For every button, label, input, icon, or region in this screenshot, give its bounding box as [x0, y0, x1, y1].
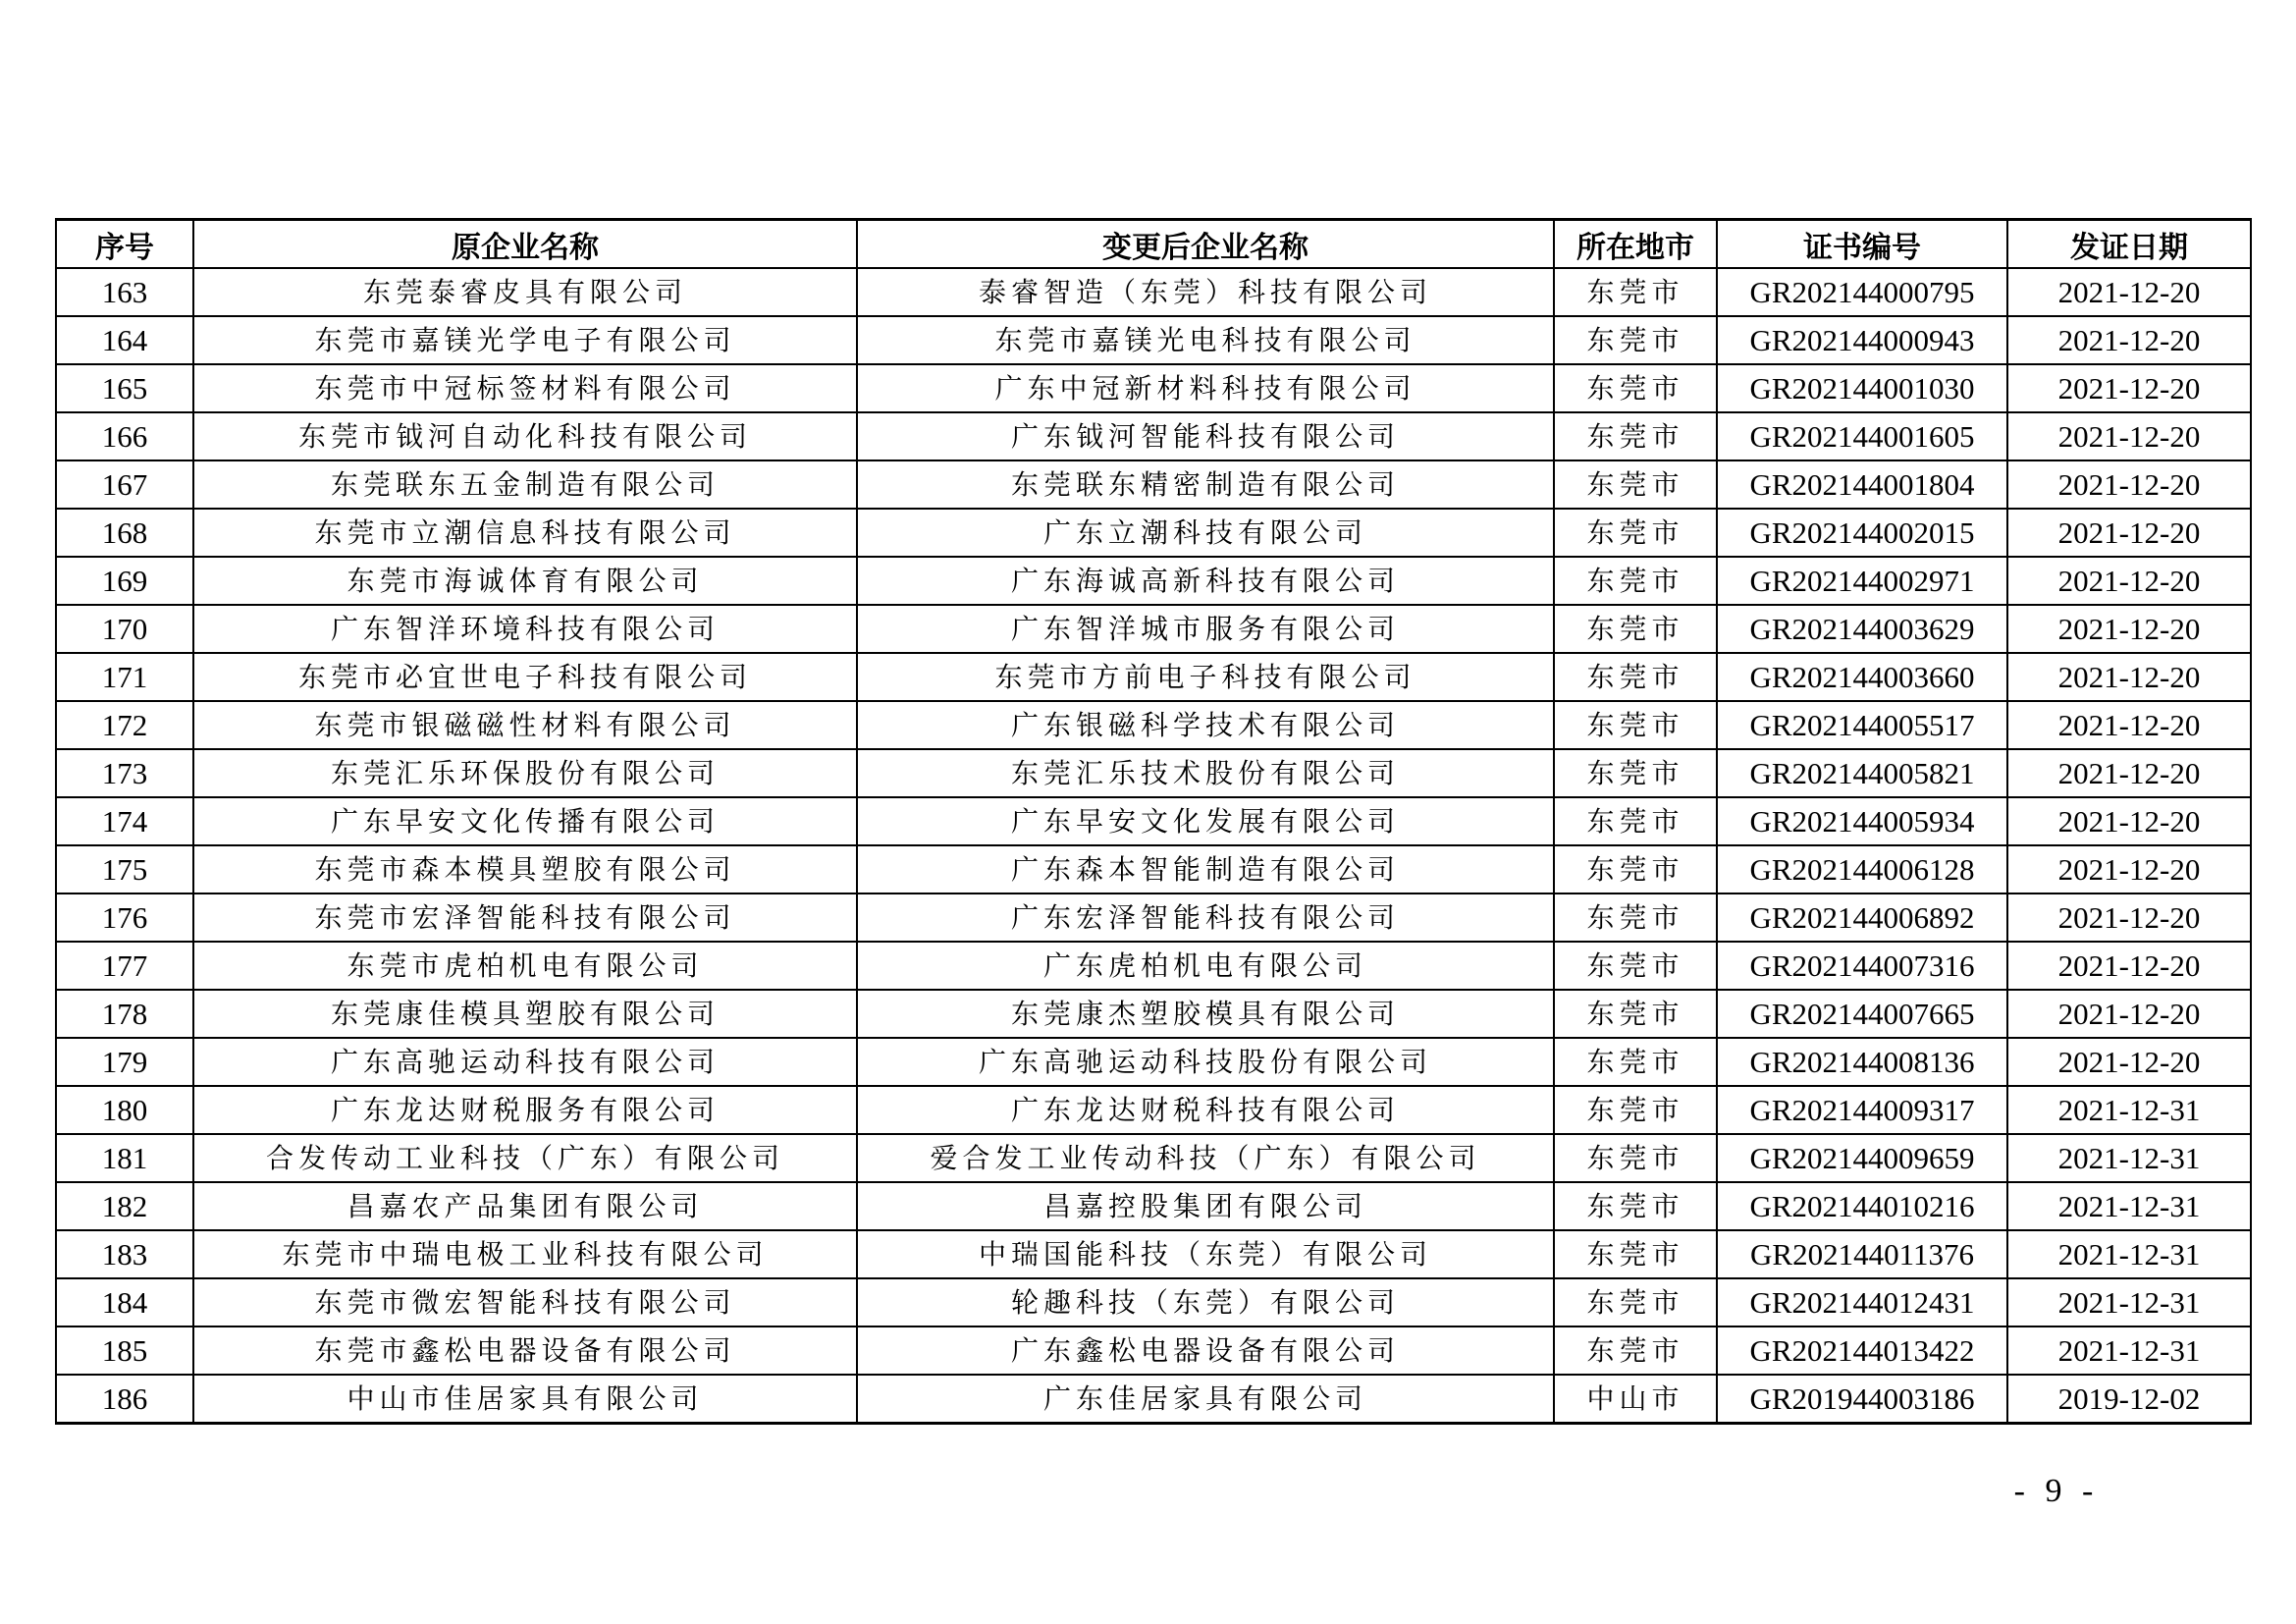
cell-issue-date: 2021-12-20: [2007, 653, 2251, 701]
table-row: [56, 942, 2251, 990]
cell-original-name: 东莞市虎柏机电有限公司: [193, 942, 857, 990]
cell-original-name: 东莞市必宜世电子科技有限公司: [193, 653, 857, 701]
cell-issue-date: 2021-12-20: [2007, 797, 2251, 845]
cell-city: 中山市: [1554, 1375, 1717, 1424]
cell-new-name: 广东佳居家具有限公司: [857, 1375, 1554, 1424]
cell-new-name: 广东智洋城市服务有限公司: [857, 605, 1554, 653]
cell-issue-date: 2021-12-20: [2007, 460, 2251, 509]
cell-certificate-number: GR202144008136: [1717, 1038, 2007, 1086]
cell-city: 东莞市: [1554, 1038, 1717, 1086]
cell-original-name: 东莞泰睿皮具有限公司: [193, 268, 857, 316]
cell-certificate-number: GR202144007316: [1717, 942, 2007, 990]
cell-city: 东莞市: [1554, 990, 1717, 1038]
cell-issue-date: 2021-12-20: [2007, 990, 2251, 1038]
cell-original-name: 东莞市立潮信息科技有限公司: [193, 509, 857, 557]
cell-issue-date: 2021-12-20: [2007, 845, 2251, 893]
cell-city: 东莞市: [1554, 749, 1717, 797]
cell-city: 东莞市: [1554, 1278, 1717, 1326]
cell-issue-date: 2021-12-31: [2007, 1182, 2251, 1230]
cell-city: 东莞市: [1554, 653, 1717, 701]
cell-new-name: 东莞市嘉镁光电科技有限公司: [857, 316, 1554, 364]
cell-new-name: 广东早安文化发展有限公司: [857, 797, 1554, 845]
table-row: [56, 797, 2251, 845]
cell-issue-date: 2021-12-20: [2007, 701, 2251, 749]
cell-city: 东莞市: [1554, 316, 1717, 364]
table-header-row: [56, 220, 2251, 269]
cell-serial-number: 177: [56, 942, 193, 990]
cell-new-name: 广东宏泽智能科技有限公司: [857, 893, 1554, 942]
header-city: 所在地市: [1554, 220, 1717, 269]
cell-original-name: 东莞汇乐环保股份有限公司: [193, 749, 857, 797]
cell-serial-number: 185: [56, 1326, 193, 1375]
cell-issue-date: 2021-12-20: [2007, 749, 2251, 797]
cell-city: 东莞市: [1554, 460, 1717, 509]
cell-certificate-number: GR202144012431: [1717, 1278, 2007, 1326]
cell-new-name: 广东海诚高新科技有限公司: [857, 557, 1554, 605]
cell-serial-number: 166: [56, 412, 193, 460]
table-row: [56, 509, 2251, 557]
table-row: [56, 1086, 2251, 1134]
cell-certificate-number: GR202144001804: [1717, 460, 2007, 509]
cell-issue-date: 2021-12-20: [2007, 557, 2251, 605]
cell-original-name: 东莞康佳模具塑胶有限公司: [193, 990, 857, 1038]
table-row: [56, 557, 2251, 605]
cell-serial-number: 173: [56, 749, 193, 797]
cell-certificate-number: GR202144005517: [1717, 701, 2007, 749]
cell-city: 东莞市: [1554, 893, 1717, 942]
cell-original-name: 东莞市森本模具塑胶有限公司: [193, 845, 857, 893]
header-issue-date: 发证日期: [2007, 220, 2251, 269]
table-row: [56, 1278, 2251, 1326]
cell-serial-number: 163: [56, 268, 193, 316]
table-row: [56, 268, 2251, 316]
header-original-name: 原企业名称: [193, 220, 857, 269]
table-row: [56, 460, 2251, 509]
cell-issue-date: 2021-12-20: [2007, 893, 2251, 942]
cell-serial-number: 169: [56, 557, 193, 605]
cell-city: 东莞市: [1554, 1182, 1717, 1230]
cell-issue-date: 2021-12-20: [2007, 364, 2251, 412]
cell-certificate-number: GR202144005934: [1717, 797, 2007, 845]
cell-new-name: 爱合发工业传动科技（广东）有限公司: [857, 1134, 1554, 1182]
cell-original-name: 东莞市微宏智能科技有限公司: [193, 1278, 857, 1326]
cell-city: 东莞市: [1554, 364, 1717, 412]
cell-certificate-number: GR201944003186: [1717, 1375, 2007, 1424]
cell-certificate-number: GR202144006892: [1717, 893, 2007, 942]
cell-serial-number: 184: [56, 1278, 193, 1326]
cell-new-name: 广东立潮科技有限公司: [857, 509, 1554, 557]
cell-original-name: 东莞市银磁磁性材料有限公司: [193, 701, 857, 749]
cell-new-name: 东莞汇乐技术股份有限公司: [857, 749, 1554, 797]
cell-issue-date: 2021-12-20: [2007, 412, 2251, 460]
table-row: [56, 653, 2251, 701]
cell-new-name: 东莞联东精密制造有限公司: [857, 460, 1554, 509]
table-row: [56, 1230, 2251, 1278]
cell-original-name: 东莞市嘉镁光学电子有限公司: [193, 316, 857, 364]
table-row: [56, 364, 2251, 412]
cell-certificate-number: GR202144006128: [1717, 845, 2007, 893]
cell-city: 东莞市: [1554, 1230, 1717, 1278]
table-row: [56, 893, 2251, 942]
cell-certificate-number: GR202144000795: [1717, 268, 2007, 316]
table-row: [56, 845, 2251, 893]
cell-certificate-number: GR202144013422: [1717, 1326, 2007, 1375]
cell-new-name: 广东钺河智能科技有限公司: [857, 412, 1554, 460]
table-row: [56, 1038, 2251, 1086]
table-row: [56, 1326, 2251, 1375]
cell-original-name: 东莞市鑫松电器设备有限公司: [193, 1326, 857, 1375]
cell-issue-date: 2021-12-31: [2007, 1278, 2251, 1326]
cell-city: 东莞市: [1554, 701, 1717, 749]
table-row: [56, 1182, 2251, 1230]
cell-city: 东莞市: [1554, 268, 1717, 316]
cell-city: 东莞市: [1554, 605, 1717, 653]
cell-issue-date: 2021-12-20: [2007, 942, 2251, 990]
cell-serial-number: 176: [56, 893, 193, 942]
cell-original-name: 中山市佳居家具有限公司: [193, 1375, 857, 1424]
cell-city: 东莞市: [1554, 1086, 1717, 1134]
cell-city: 东莞市: [1554, 845, 1717, 893]
cell-original-name: 东莞市海诚体育有限公司: [193, 557, 857, 605]
table-row: [56, 412, 2251, 460]
cell-original-name: 东莞市中冠标签材料有限公司: [193, 364, 857, 412]
cell-original-name: 昌嘉农产品集团有限公司: [193, 1182, 857, 1230]
cell-city: 东莞市: [1554, 557, 1717, 605]
cell-city: 东莞市: [1554, 509, 1717, 557]
cell-new-name: 中瑞国能科技（东莞）有限公司: [857, 1230, 1554, 1278]
cell-serial-number: 182: [56, 1182, 193, 1230]
cell-original-name: 东莞联东五金制造有限公司: [193, 460, 857, 509]
cell-issue-date: 2021-12-31: [2007, 1230, 2251, 1278]
cell-serial-number: 179: [56, 1038, 193, 1086]
cell-issue-date: 2021-12-20: [2007, 1038, 2251, 1086]
table-row: [56, 749, 2251, 797]
cell-certificate-number: GR202144009317: [1717, 1086, 2007, 1134]
cell-new-name: 广东中冠新材料科技有限公司: [857, 364, 1554, 412]
cell-serial-number: 174: [56, 797, 193, 845]
cell-issue-date: 2021-12-31: [2007, 1086, 2251, 1134]
cell-new-name: 广东鑫松电器设备有限公司: [857, 1326, 1554, 1375]
cell-serial-number: 180: [56, 1086, 193, 1134]
cell-serial-number: 172: [56, 701, 193, 749]
cell-certificate-number: GR202144003629: [1717, 605, 2007, 653]
cell-issue-date: 2021-12-20: [2007, 605, 2251, 653]
table-row: [56, 316, 2251, 364]
cell-certificate-number: GR202144001030: [1717, 364, 2007, 412]
cell-serial-number: 171: [56, 653, 193, 701]
cell-new-name: 广东龙达财税科技有限公司: [857, 1086, 1554, 1134]
cell-new-name: 广东虎柏机电有限公司: [857, 942, 1554, 990]
cell-certificate-number: GR202144009659: [1717, 1134, 2007, 1182]
cell-original-name: 合发传动工业科技（广东）有限公司: [193, 1134, 857, 1182]
cell-original-name: 广东智洋环境科技有限公司: [193, 605, 857, 653]
cell-issue-date: 2021-12-31: [2007, 1326, 2251, 1375]
cell-new-name: 泰睿智造（东莞）科技有限公司: [857, 268, 1554, 316]
cell-new-name: 昌嘉控股集团有限公司: [857, 1182, 1554, 1230]
table-body: [56, 268, 2251, 1424]
cell-serial-number: 165: [56, 364, 193, 412]
cell-certificate-number: GR202144001605: [1717, 412, 2007, 460]
header-certificate-number: 证书编号: [1717, 220, 2007, 269]
cell-issue-date: 2021-12-31: [2007, 1134, 2251, 1182]
cell-certificate-number: GR202144007665: [1717, 990, 2007, 1038]
cell-certificate-number: GR202144003660: [1717, 653, 2007, 701]
cell-serial-number: 175: [56, 845, 193, 893]
cell-original-name: 东莞市宏泽智能科技有限公司: [193, 893, 857, 942]
cell-new-name: 东莞市方前电子科技有限公司: [857, 653, 1554, 701]
table-row: [56, 1375, 2251, 1424]
cell-certificate-number: GR202144010216: [1717, 1182, 2007, 1230]
cell-city: 东莞市: [1554, 1326, 1717, 1375]
table-row: [56, 701, 2251, 749]
cell-issue-date: 2021-12-20: [2007, 268, 2251, 316]
cell-certificate-number: GR202144011376: [1717, 1230, 2007, 1278]
cell-city: 东莞市: [1554, 412, 1717, 460]
page-number: - 9 -: [2013, 1473, 2100, 1509]
cell-original-name: 广东龙达财税服务有限公司: [193, 1086, 857, 1134]
cell-serial-number: 167: [56, 460, 193, 509]
table-row: [56, 1134, 2251, 1182]
cell-issue-date: 2019-12-02: [2007, 1375, 2251, 1424]
header-serial-number: 序号: [56, 220, 193, 269]
cell-serial-number: 164: [56, 316, 193, 364]
cell-city: 东莞市: [1554, 797, 1717, 845]
cell-new-name: 东莞康杰塑胶模具有限公司: [857, 990, 1554, 1038]
cell-original-name: 东莞市中瑞电极工业科技有限公司: [193, 1230, 857, 1278]
cell-issue-date: 2021-12-20: [2007, 509, 2251, 557]
cell-new-name: 广东银磁科学技术有限公司: [857, 701, 1554, 749]
cell-serial-number: 183: [56, 1230, 193, 1278]
cell-serial-number: 181: [56, 1134, 193, 1182]
cell-certificate-number: GR202144002971: [1717, 557, 2007, 605]
cell-serial-number: 170: [56, 605, 193, 653]
cell-serial-number: 168: [56, 509, 193, 557]
cell-new-name: 轮趣科技（东莞）有限公司: [857, 1278, 1554, 1326]
table-row: [56, 605, 2251, 653]
cell-certificate-number: GR202144000943: [1717, 316, 2007, 364]
header-new-name: 变更后企业名称: [857, 220, 1554, 269]
cell-serial-number: 178: [56, 990, 193, 1038]
cell-original-name: 广东早安文化传播有限公司: [193, 797, 857, 845]
cell-original-name: 广东高驰运动科技有限公司: [193, 1038, 857, 1086]
cell-issue-date: 2021-12-20: [2007, 316, 2251, 364]
cell-original-name: 东莞市钺河自动化科技有限公司: [193, 412, 857, 460]
table-row: [56, 990, 2251, 1038]
cell-city: 东莞市: [1554, 942, 1717, 990]
cell-new-name: 广东高驰运动科技股份有限公司: [857, 1038, 1554, 1086]
cell-serial-number: 186: [56, 1375, 193, 1424]
enterprise-rename-table: [55, 218, 2252, 1425]
cell-city: 东莞市: [1554, 1134, 1717, 1182]
cell-certificate-number: GR202144002015: [1717, 509, 2007, 557]
cell-new-name: 广东森本智能制造有限公司: [857, 845, 1554, 893]
cell-certificate-number: GR202144005821: [1717, 749, 2007, 797]
